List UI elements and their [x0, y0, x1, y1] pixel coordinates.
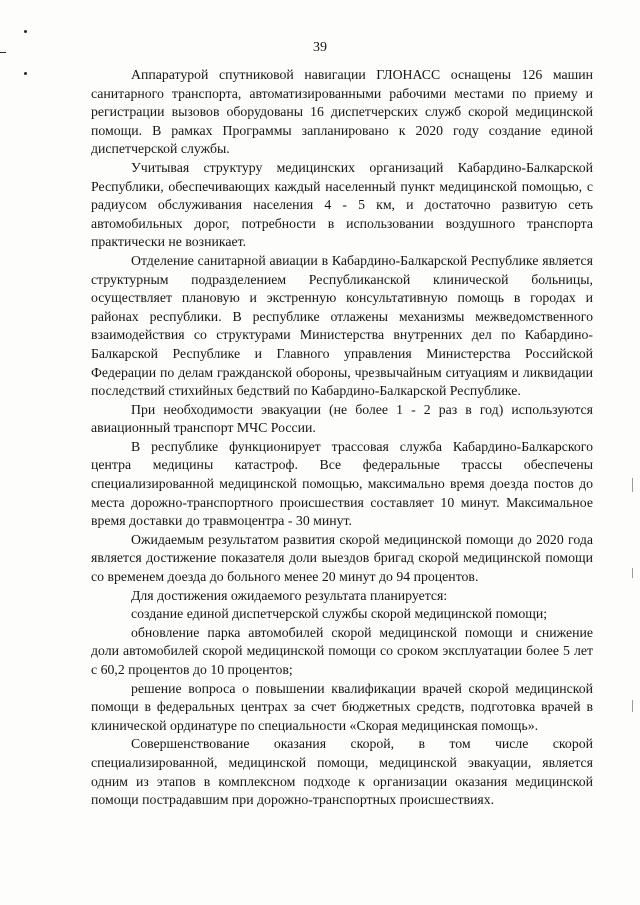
scan-edge-mark — [632, 700, 633, 712]
scan-edge-mark — [632, 568, 633, 578]
scan-dot — [24, 72, 27, 75]
list-item-qualification: решение вопроса о повышении квалификации врачей скорой медицинской помощи в федеральных центрах за счет бюджетных средств, подготовка врачей в клинической ординатуре по специальности «Скорая медицинская помощь». — [91, 680, 593, 733]
page-number: 39 — [313, 40, 327, 55]
scan-edge-mark — [632, 478, 633, 492]
list-item-dispatch: создание единой диспетчерской службы скорой медицинской помощи; — [131, 606, 548, 622]
paragraph-glonass: Аппаратурой спутниковой навигации ГЛОНАСС оснащены 126 машин санитарного транспорта, автоматизированными рабочими местами по приему и регистрации вызовов оборудованы 16 диспетчерских служб скорой медицинской помощи. В рамках Программы запланировано к 2020 году создание единой диспетчерской службы. — [91, 67, 593, 157]
list-item-fleet: обновление парка автомобилей скорой медицинской помощи и снижение доли автомобилей скорой медицинской помощи со сроком эксплуатации более 5 лет с 60,2 процентов до 10 процентов; — [91, 624, 593, 677]
paragraph-expected-result: Ожидаемым результатом развития скорой медицинской помощи до 2020 года является достижение показателя доли выездов бригад скорой медицинской помощи со временем доезда до больного менее 20 минут до 94 процентов. — [91, 531, 593, 585]
paragraph-trace-service: В республике функционирует трассовая служба Кабардино-Балкарского центра медицины катастроф. Все федеральные трассы обеспечены специализированной медицинской помощью, максимально время доезда постов до места дорожно-транспортного происшествия составляет 10 минут. Максимальное время доставки до травмоцентра - 30 минут. — [91, 438, 593, 529]
paragraph-structure: Учитывая структуру медицинских организаций Кабардино-Балкарской Республики, обеспечивающих каждый населенный пункт медицинской помощью, с радиусом обслуживания населения 4 - 5 км, и достаточно развитую сеть автомобильных дорог, потребности в использовании воздушного транспорта практически не возникает. — [91, 159, 593, 250]
paragraph-evacuation: При необходимости эвакуации (не более 1 - 2 раз в год) используются авиационный транспорт МЧС России. — [91, 401, 593, 436]
paragraph-sanitary-aviation: Отделение санитарной авиации в Кабардино-Балкарской Республике является структурным подразделением Республиканской клинической больницы, осуществляет плановую и экстренную консультативную помощь в городах и районах республики. В республике отлажены механизмы межведомственного взаимодействия со структурами Министерства внутренних дел по Кабардино-Балкарской Республике и Главного управления Министерства Российской Федерации по делам гражданской обороны, чрезвычайным ситуациям и ликвидации последствий стихийных бедствий по Кабардино-Балкарской Республике. — [91, 252, 593, 399]
paragraph-improvement: Совершенствование оказания скорой, в том числе скорой специализированной, медицинской помощи, медицинской эвакуации, является одним из этапов в комплексном подходе к организации оказания медицинской помощи пострадавшим при дорожно-транспортных происшествиях. — [91, 736, 593, 808]
document-body — [91, 66, 593, 810]
paragraph-plan-intro: Для достижения ожидаемого результата планируется: — [131, 587, 448, 603]
scan-dot — [24, 30, 27, 33]
